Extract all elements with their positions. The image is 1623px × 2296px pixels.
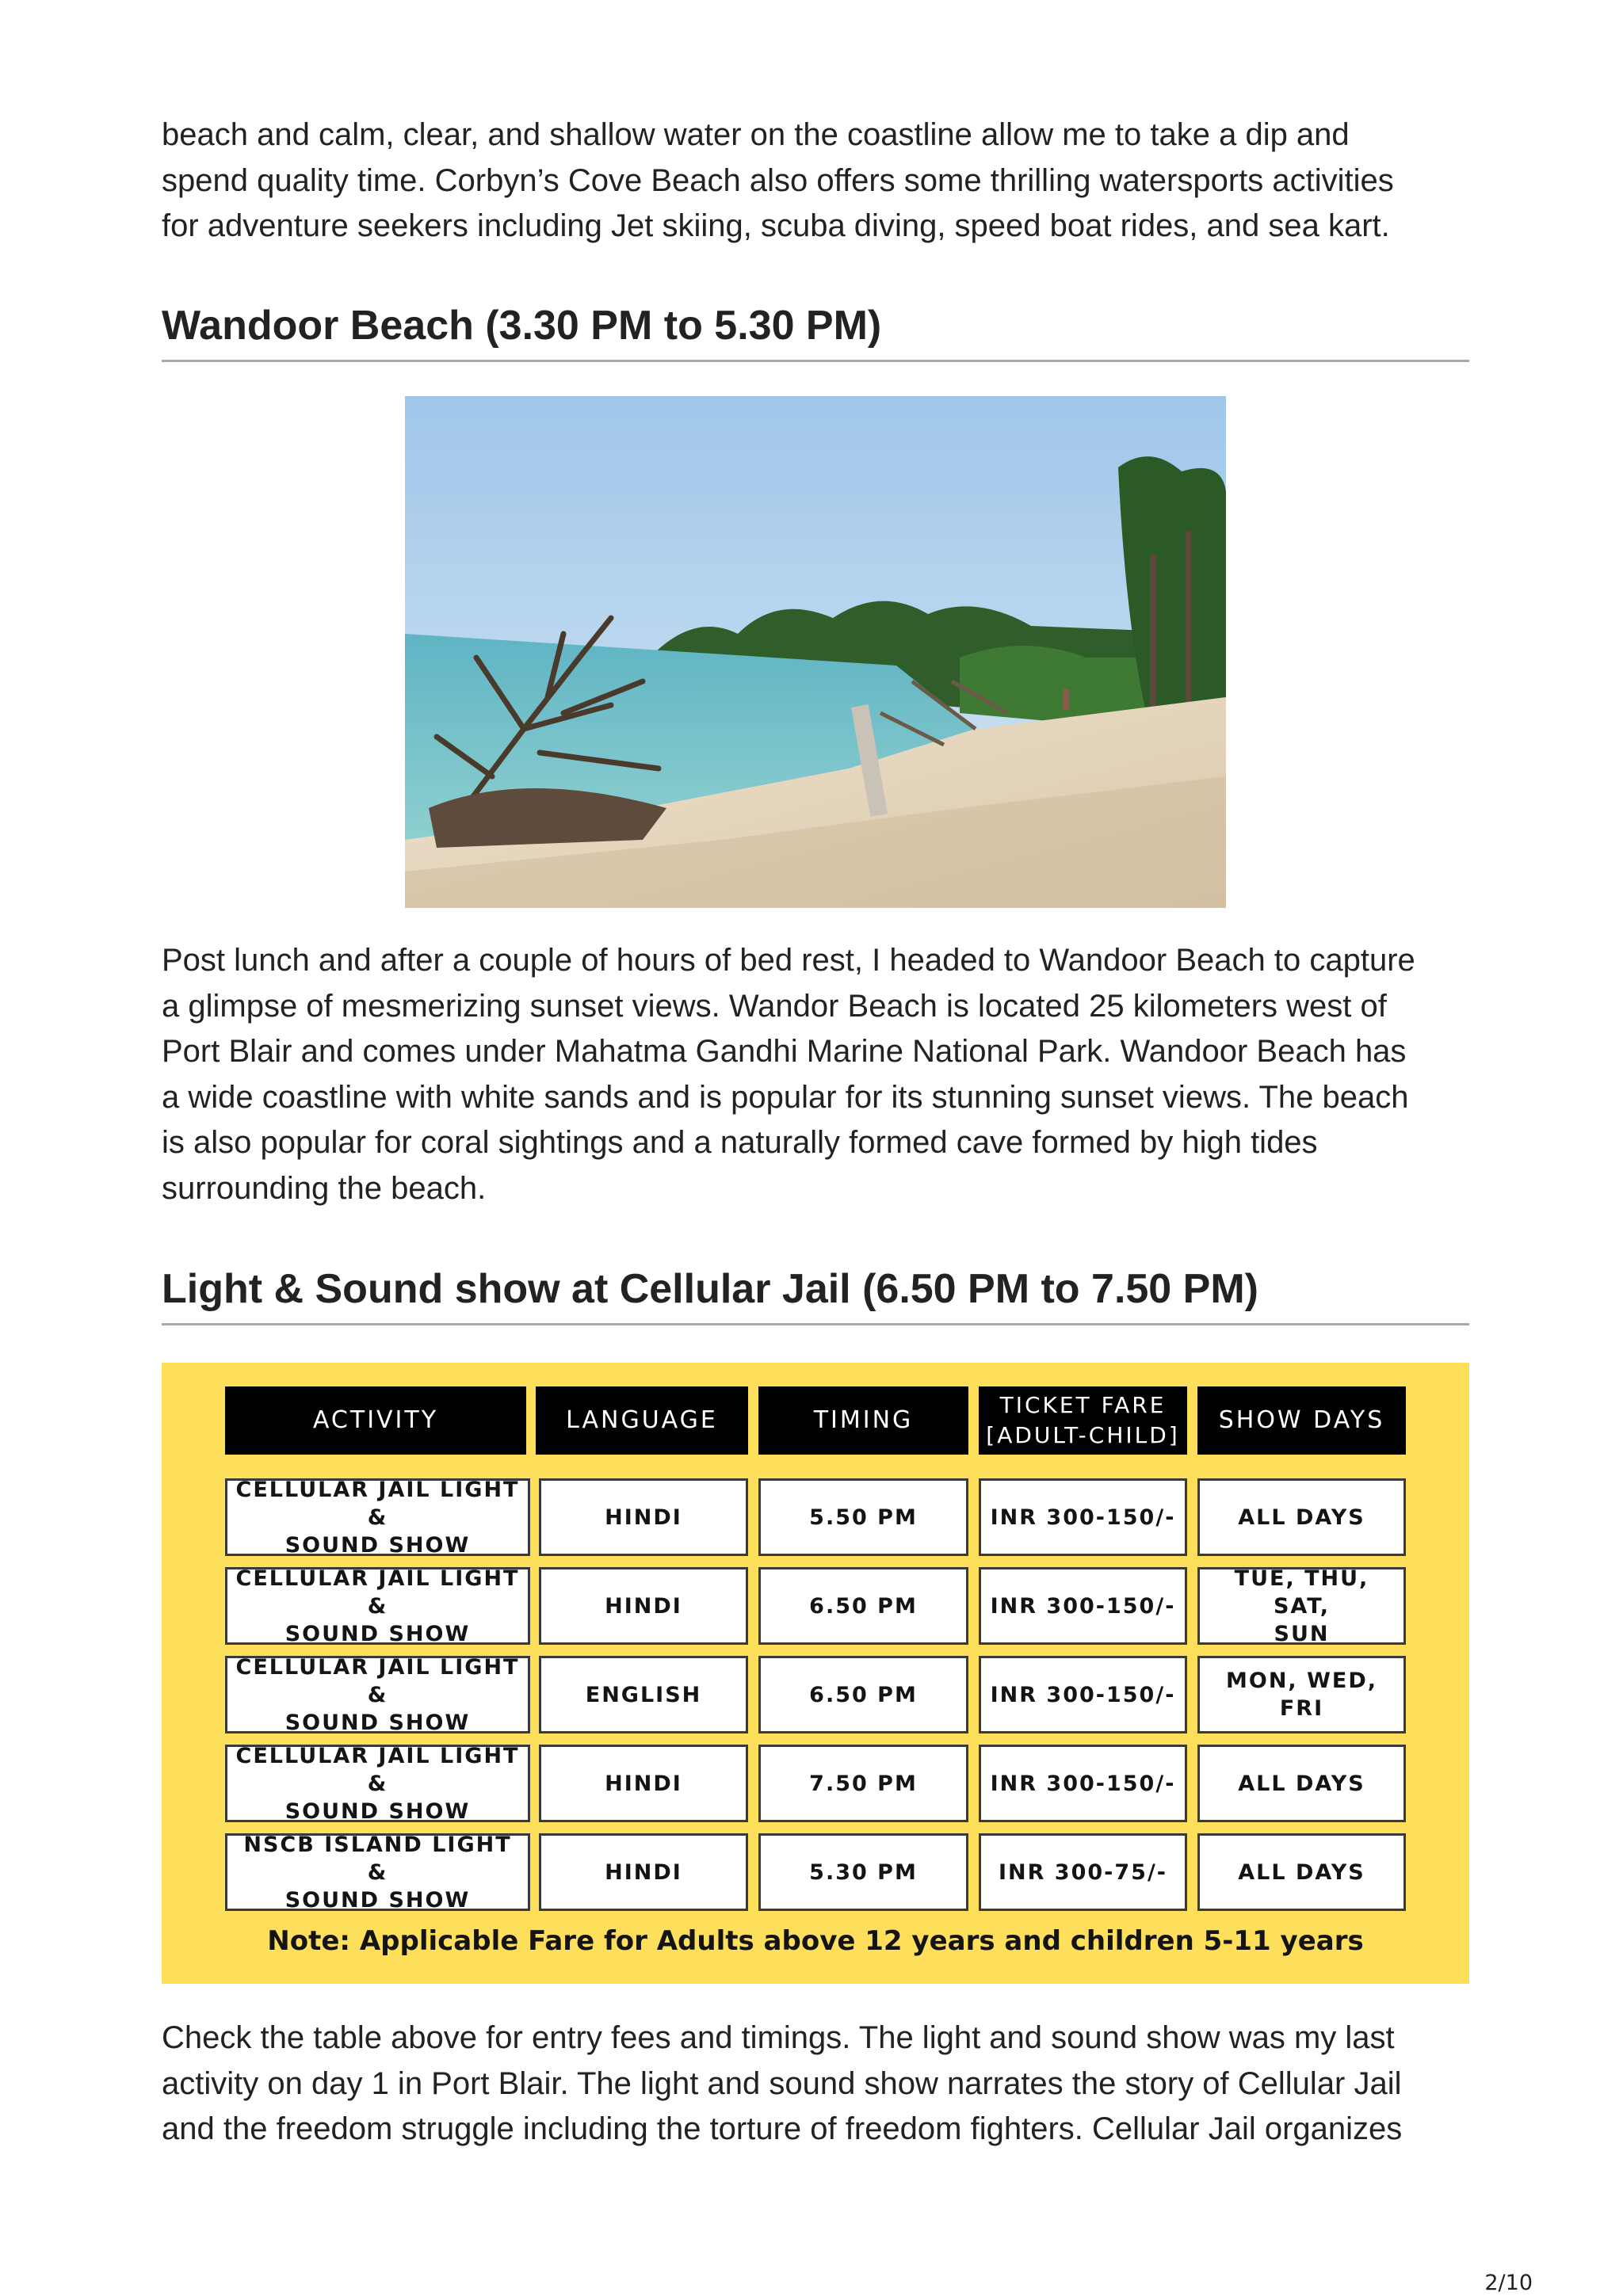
wandoor-heading: Wandoor Beach (3.30 PM to 5.30 PM) (162, 303, 882, 349)
light-sound-paragraph (162, 2016, 1469, 2153)
table-cell-language: HINDI (539, 1745, 748, 1822)
table-header-show-days: SHOW DAYS (1197, 1386, 1406, 1455)
table-note: Note: Applicable Fare for Adults above 12 years and children 5-11 years (267, 1925, 1364, 1957)
wandoor-section-header (162, 299, 1469, 362)
light-sound-section-header (162, 1263, 1469, 1325)
table-cell-fare: INR 300-75/- (979, 1833, 1187, 1911)
table-cell-activity: CELLULAR JAIL LIGHT & SOUND SHOW (225, 1656, 530, 1733)
page-number: 2/10 (1484, 2271, 1533, 2295)
table-cell-language: ENGLISH (539, 1656, 748, 1733)
intro-line: beach and calm, clear, and shallow water on the coastline allow me to take a dip and (162, 117, 1350, 152)
table-header-ticket-fare: TICKET FARE [ADULT-CHILD] (979, 1386, 1187, 1455)
table-cell-activity: CELLULAR JAIL LIGHT & SOUND SHOW (225, 1745, 530, 1822)
paragraph-line: Post lunch and after a couple of hours of bed rest, I headed to Wandoor Beach to capture (162, 943, 1415, 978)
table-cell-fare: INR 300-150/- (979, 1478, 1187, 1556)
table-cell-timing: 7.50 PM (758, 1745, 968, 1822)
table-cell-language: HINDI (539, 1567, 748, 1645)
light-sound-heading: Light & Sound show at Cellular Jail (6.50 PM to 7.50 PM) (162, 1266, 1258, 1312)
table-cell-timing: 6.50 PM (758, 1567, 968, 1645)
paragraph-line: a glimpse of mesmerizing sunset views. Wandor Beach is located 25 kilometers west of (162, 988, 1387, 1024)
table-cell-timing: 5.50 PM (758, 1478, 968, 1556)
wandoor-beach-photo (405, 396, 1226, 908)
paragraph-line: is also popular for coral sightings and a naturally formed cave formed by high tides (162, 1125, 1318, 1160)
table-header-timing: TIMING (758, 1386, 968, 1455)
table-cell-fare: INR 300-150/- (979, 1745, 1187, 1822)
paragraph-line: activity on day 1 in Port Blair. The light and sound show narrates the story of Cellular Jail (162, 2065, 1402, 2101)
table-header-activity: ACTIVITY (225, 1386, 526, 1455)
wandoor-paragraph (162, 938, 1469, 1211)
table-cell-days: ALL DAYS (1197, 1478, 1406, 1556)
table-cell-fare: INR 300-150/- (979, 1656, 1187, 1733)
intro-line: for adventure seekers including Jet skiing, scuba diving, speed boat rides, and sea kart. (162, 208, 1390, 243)
table-cell-activity: NSCB ISLAND LIGHT & SOUND SHOW (225, 1833, 530, 1911)
table-cell-days: MON, WED, FRI (1197, 1656, 1406, 1733)
paragraph-line: Port Blair and comes under Mahatma Gandhi Marine National Park. Wandoor Beach has (162, 1034, 1407, 1069)
show-timings-table (162, 1363, 1469, 1984)
table-cell-timing: 5.30 PM (758, 1833, 968, 1911)
paragraph-line: and the freedom struggle including the torture of freedom fighters. Cellular Jail organizes (162, 2111, 1403, 2146)
table-cell-activity: CELLULAR JAIL LIGHT & SOUND SHOW (225, 1478, 530, 1556)
table-header-language: LANGUAGE (536, 1386, 748, 1455)
table-cell-fare: INR 300-150/- (979, 1567, 1187, 1645)
table-cell-language: HINDI (539, 1833, 748, 1911)
paragraph-line: a wide coastline with white sands and is popular for its stunning sunset views. The beach (162, 1079, 1409, 1115)
table-cell-language: HINDI (539, 1478, 748, 1556)
intro-paragraph (162, 113, 1469, 250)
paragraph-line: surrounding the beach. (162, 1170, 487, 1206)
table-cell-activity: CELLULAR JAIL LIGHT & SOUND SHOW (225, 1567, 530, 1645)
table-cell-timing: 6.50 PM (758, 1656, 968, 1733)
table-cell-days: TUE, THU, SAT, SUN (1197, 1567, 1406, 1645)
table-cell-days: ALL DAYS (1197, 1833, 1406, 1911)
intro-line: spend quality time. Corbyn’s Cove Beach also offers some thrilling watersports activities (162, 162, 1394, 198)
paragraph-line: Check the table above for entry fees and timings. The light and sound show was my last (162, 2020, 1395, 2055)
heading-rule (162, 1323, 1469, 1325)
heading-rule (162, 360, 1469, 362)
table-cell-days: ALL DAYS (1197, 1745, 1406, 1822)
